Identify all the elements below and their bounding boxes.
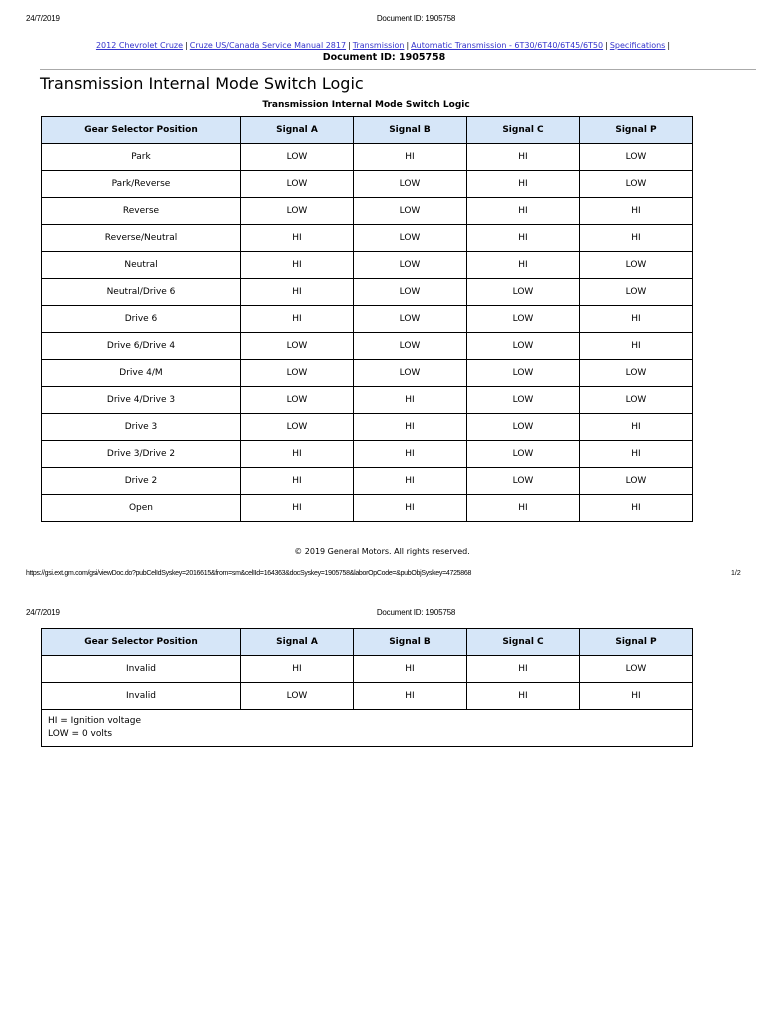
signal-value-cell: HI <box>580 225 693 252</box>
signal-value-cell: HI <box>467 495 580 522</box>
signal-value-cell: HI <box>354 414 467 441</box>
note-line: HI = Ignition voltage <box>48 716 141 726</box>
gear-position-cell: Drive 6/Drive 4 <box>42 333 241 360</box>
signal-value-cell: LOW <box>467 333 580 360</box>
copyright: © 2019 General Motors. All rights reserved. <box>294 547 470 556</box>
signal-value-cell: LOW <box>354 171 467 198</box>
table-row <box>42 495 693 522</box>
gear-position-cell: Neutral/Drive 6 <box>42 279 241 306</box>
signal-value-cell: HI <box>354 683 467 710</box>
signal-value-cell: LOW <box>241 144 354 171</box>
signal-value-cell: LOW <box>580 468 693 495</box>
table-header-row <box>42 629 693 656</box>
breadcrumb-link-automatic-transmission[interactable]: Automatic Transmission - 6T30/6T40/6T45/6T50 <box>411 41 604 50</box>
table-header-row <box>42 117 693 144</box>
column-header: Signal B <box>354 629 467 656</box>
gear-position-cell: Invalid <box>42 656 241 683</box>
header-document-id: Document ID: 1905758 <box>376 14 456 23</box>
signal-value-cell: HI <box>354 656 467 683</box>
table-row <box>42 414 693 441</box>
signal-value-cell: LOW <box>467 360 580 387</box>
signal-value-cell: HI <box>241 225 354 252</box>
signal-value-cell: LOW <box>580 656 693 683</box>
signal-value-cell: LOW <box>467 441 580 468</box>
signal-value-cell: LOW <box>580 279 693 306</box>
table-caption: Transmission Internal Mode Switch Logic <box>262 100 470 110</box>
signal-value-cell: HI <box>580 198 693 225</box>
signal-value-cell: HI <box>354 468 467 495</box>
header-document-id: Document ID: 1905758 <box>376 608 456 617</box>
gear-position-cell: Park/Reverse <box>42 171 241 198</box>
signal-value-cell: HI <box>467 225 580 252</box>
gear-position-cell: Invalid <box>42 683 241 710</box>
signal-value-cell: LOW <box>580 171 693 198</box>
signal-value-cell: HI <box>580 333 693 360</box>
footer-page-number: 1/2 <box>731 570 741 577</box>
signal-value-cell: LOW <box>354 279 467 306</box>
signal-value-cell: LOW <box>580 144 693 171</box>
breadcrumb-link-vehicle[interactable]: 2012 Chevrolet Cruze <box>95 41 184 50</box>
table-note-row <box>42 710 693 747</box>
breadcrumb: 2012 Chevrolet Cruze | Cruze US/Canada Service Manual 2817 | Transmission | Automatic Transmission - 6T30/6T40/6T45/6T50 | Specifications | <box>95 41 671 50</box>
signal-value-cell: HI <box>467 171 580 198</box>
table-row <box>42 468 693 495</box>
column-header: Gear Selector Position <box>42 629 241 656</box>
table-row <box>42 279 693 306</box>
signal-value-cell: HI <box>241 441 354 468</box>
signal-value-cell: LOW <box>241 414 354 441</box>
table-row <box>42 441 693 468</box>
signal-value-cell: LOW <box>241 171 354 198</box>
table-row <box>42 252 693 279</box>
signal-value-cell: HI <box>241 495 354 522</box>
gear-position-cell: Open <box>42 495 241 522</box>
signal-value-cell: HI <box>580 683 693 710</box>
table-row <box>42 144 693 171</box>
mode-switch-logic-table-continued <box>41 628 693 747</box>
gear-position-cell: Park <box>42 144 241 171</box>
signal-value-cell: LOW <box>580 252 693 279</box>
signal-value-cell: HI <box>580 306 693 333</box>
gear-position-cell: Drive 4/M <box>42 360 241 387</box>
column-header: Signal C <box>467 117 580 144</box>
table-row <box>42 683 693 710</box>
column-header: Signal C <box>467 629 580 656</box>
signal-value-cell: LOW <box>467 414 580 441</box>
gear-position-cell: Reverse <box>42 198 241 225</box>
signal-value-cell: LOW <box>354 225 467 252</box>
table-row <box>42 387 693 414</box>
signal-value-cell: HI <box>580 414 693 441</box>
gear-position-cell: Drive 2 <box>42 468 241 495</box>
gear-position-cell: Neutral <box>42 252 241 279</box>
signal-value-cell: HI <box>354 441 467 468</box>
page-title: Transmission Internal Mode Switch Logic <box>40 74 364 93</box>
signal-value-cell: LOW <box>354 252 467 279</box>
breadcrumb-link-transmission[interactable]: Transmission <box>352 41 405 50</box>
table-note <box>42 710 693 747</box>
signal-value-cell: HI <box>241 656 354 683</box>
note-line: LOW = 0 volts <box>48 729 113 739</box>
signal-value-cell: HI <box>241 306 354 333</box>
column-header: Gear Selector Position <box>42 117 241 144</box>
signal-value-cell: HI <box>467 683 580 710</box>
signal-value-cell: LOW <box>354 198 467 225</box>
signal-value-cell: LOW <box>354 333 467 360</box>
column-header: Signal B <box>354 117 467 144</box>
signal-value-cell: HI <box>467 198 580 225</box>
signal-value-cell: LOW <box>241 198 354 225</box>
signal-value-cell: HI <box>580 441 693 468</box>
table-body <box>42 144 693 522</box>
breadcrumb-link-manual[interactable]: Cruze US/Canada Service Manual 2817 <box>189 41 347 50</box>
header-date: 24/7/2019 <box>26 608 60 617</box>
signal-value-cell: LOW <box>354 360 467 387</box>
table-row <box>42 225 693 252</box>
signal-value-cell: LOW <box>241 360 354 387</box>
gear-position-cell: Drive 4/Drive 3 <box>42 387 241 414</box>
signal-value-cell: HI <box>241 468 354 495</box>
table-body <box>42 656 693 710</box>
signal-value-cell: LOW <box>467 468 580 495</box>
signal-value-cell: HI <box>241 252 354 279</box>
signal-value-cell: LOW <box>580 360 693 387</box>
table-row <box>42 656 693 683</box>
signal-value-cell: HI <box>354 495 467 522</box>
signal-value-cell: LOW <box>467 387 580 414</box>
divider <box>40 69 756 70</box>
signal-value-cell: HI <box>467 144 580 171</box>
table-row <box>42 171 693 198</box>
signal-value-cell: HI <box>580 495 693 522</box>
signal-value-cell: HI <box>241 279 354 306</box>
signal-value-cell: HI <box>354 144 467 171</box>
signal-value-cell: LOW <box>580 387 693 414</box>
footer-url: https://gsi.ext.gm.com/gsi/viewDoc.do?pubCelIdSyskey=2016615&from=sm&celIId=164363&docSyskey=1905758&laborOpCode=&pubObjSyskey=4725868 <box>26 570 472 577</box>
column-header: Signal A <box>241 117 354 144</box>
signal-value-cell: LOW <box>354 306 467 333</box>
column-header: Signal P <box>580 117 693 144</box>
gear-position-cell: Drive 3 <box>42 414 241 441</box>
breadcrumb-link-specifications[interactable]: Specifications <box>609 41 666 50</box>
table-row <box>42 333 693 360</box>
signal-value-cell: HI <box>467 252 580 279</box>
signal-value-cell: LOW <box>241 387 354 414</box>
signal-value-cell: LOW <box>467 306 580 333</box>
signal-value-cell: LOW <box>467 279 580 306</box>
signal-value-cell: HI <box>354 387 467 414</box>
mode-switch-logic-table <box>41 116 693 522</box>
signal-value-cell: HI <box>467 656 580 683</box>
table-row <box>42 198 693 225</box>
signal-value-cell: LOW <box>241 683 354 710</box>
gear-position-cell: Reverse/Neutral <box>42 225 241 252</box>
column-header: Signal P <box>580 629 693 656</box>
column-header: Signal A <box>241 629 354 656</box>
document-id: Document ID: 1905758 <box>322 52 446 63</box>
table-row <box>42 306 693 333</box>
table-row <box>42 360 693 387</box>
gear-position-cell: Drive 3/Drive 2 <box>42 441 241 468</box>
gear-position-cell: Drive 6 <box>42 306 241 333</box>
header-date: 24/7/2019 <box>26 14 60 23</box>
signal-value-cell: LOW <box>241 333 354 360</box>
